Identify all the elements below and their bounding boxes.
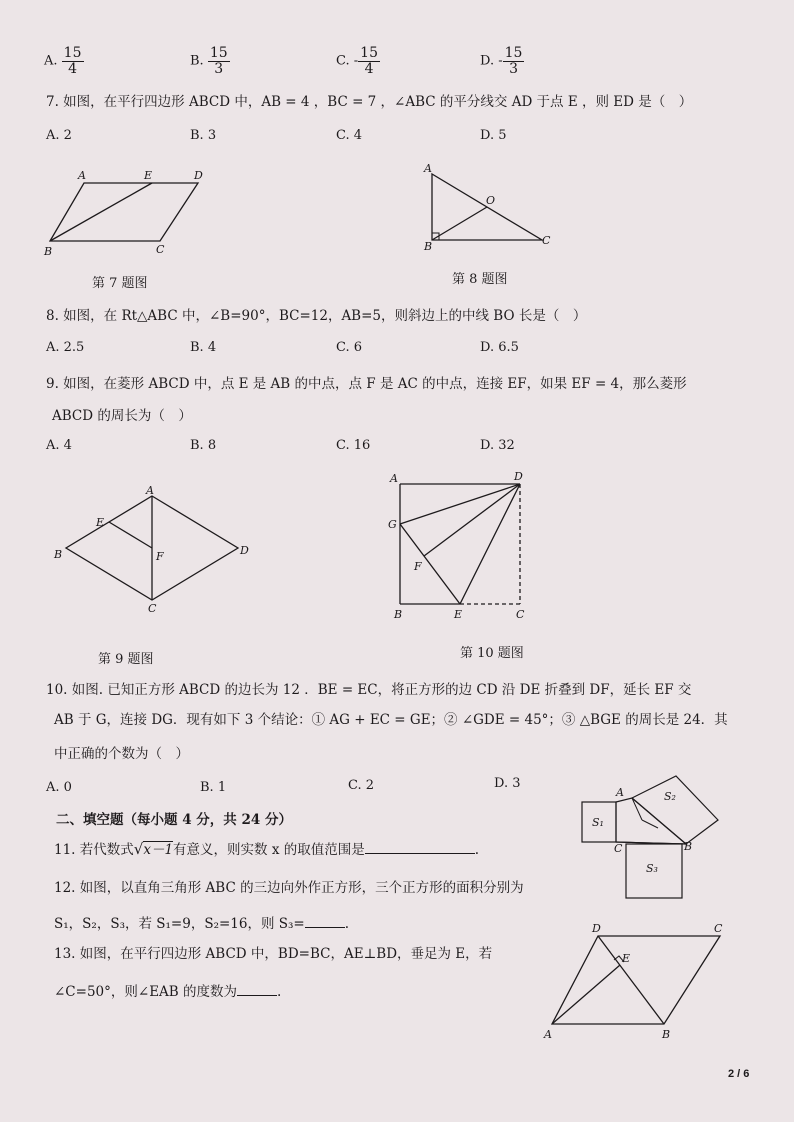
fig13-label-e: E	[622, 952, 631, 965]
q10-option-d: D. 3	[494, 776, 521, 791]
fig9-label-a: A	[146, 484, 154, 497]
fig13-label-b: B	[662, 1028, 671, 1041]
q9-option-b: B. 8	[190, 438, 217, 453]
q13-line1: 13. 如图，在平行四边形 ABCD 中，BD=BC，AE⊥BD，垂足为 E，若	[54, 946, 493, 962]
q10-line2: AB 于 G，连接 DG．现有如下 3 个结论：① AG + EC = GE；② ∠GDE = 45°；③ △BGE 的周长是 24．其	[54, 712, 728, 728]
q11-before: 11. 若代数式	[54, 842, 134, 858]
q9-option-c: C. 16	[336, 438, 371, 453]
figure-7-caption: 第 7 题图	[92, 276, 148, 291]
q7-option-b: B. 3	[190, 128, 217, 143]
fig10-label-d: D	[514, 470, 523, 483]
fig8-label-o: O	[486, 194, 496, 207]
fig13-label-d: D	[592, 922, 601, 935]
q10-line1: 10. 如图. 已知正方形 ABCD 的边长为 12 ．BE = EC，将正方形的边 CD 沿 DE 折叠到 DF，延长 EF 交	[46, 682, 692, 698]
figure-8-caption: 第 8 题图	[452, 272, 508, 287]
fig8-label-c: C	[542, 234, 551, 247]
q8-stem: 8. 如图，在 Rt△ABC 中，∠B=90°，BC=12，AB=5，则斜边上的中线 BO 长是（ ）	[46, 308, 587, 324]
fig9-label-c: C	[148, 602, 157, 615]
fig9-label-d: D	[240, 544, 249, 557]
figure-10	[386, 466, 536, 626]
page-number: 2 / 6	[728, 1068, 750, 1080]
q9-option-a: A. 4	[46, 438, 72, 453]
fig10-label-b: B	[394, 608, 403, 621]
fig10-label-e: E	[454, 608, 463, 621]
q7-option-c: C. 4	[336, 128, 363, 143]
figure-10-caption: 第 10 题图	[460, 646, 524, 661]
q8-option-a: A. 2.5	[46, 340, 85, 355]
figure-9	[50, 482, 260, 622]
q10-option-c: C. 2	[348, 778, 375, 793]
q12-line1: 12. 如图，以直角三角形 ABC 的三边向外作正方形，三个正方形的面积分别为	[54, 880, 524, 896]
fig8-label-b: B	[424, 240, 433, 253]
q8-option-d: D. 6.5	[480, 340, 519, 355]
fig12-label-s3: S₃	[646, 862, 658, 875]
fig7-label-c: C	[156, 243, 165, 256]
q10-line3: 中正确的个数为（ ）	[54, 746, 189, 762]
figure-9-caption: 第 9 题图	[98, 652, 154, 667]
q12-answer-blank[interactable]	[305, 927, 345, 928]
figure-12	[578, 772, 728, 902]
q6-option-c: C. - $\frac{15}{4}$	[336, 45, 378, 77]
q7-stem: 7. 如图，在平行四边形 ABCD 中，AB = 4 ，BC = 7 ，∠ABC 的平分线交 AD 于点 E ，则 ED 是（ ）	[46, 94, 693, 110]
q11-radicand: x－1	[143, 842, 174, 858]
fig7-label-a: A	[78, 169, 86, 182]
q11-after: 有意义，则实数 x 的取值范围是	[173, 842, 365, 858]
section-2-heading: 二、填空题（每小题 4 分，共 24 分）	[56, 812, 292, 828]
q10-option-b: B. 1	[200, 780, 227, 795]
fig7-label-d: D	[194, 169, 203, 182]
fig9-label-b: B	[54, 548, 63, 561]
q7-option-a: A. 2	[46, 128, 72, 143]
q10-option-a: A. 0	[46, 780, 72, 795]
q6-option-d: D. - $\frac{15}{3}$	[480, 45, 523, 77]
fig10-label-a: A	[390, 472, 398, 485]
q9-stem-line2: ABCD 的周长为（ ）	[52, 408, 192, 424]
q13-line2: ∠C=50°，则∠EAB 的度数为 .	[54, 984, 282, 1000]
fig10-label-f: F	[414, 560, 422, 573]
q9-stem-line1: 9. 如图，在菱形 ABCD 中，点 E 是 AB 的中点，点 F 是 AC 的中点，连接 EF，如果 EF = 4，那么菱形	[46, 376, 687, 392]
q6-option-b: B. $\frac{15}{3}$	[190, 45, 228, 77]
q13-answer-blank[interactable]	[237, 995, 277, 996]
q8-option-c: C. 6	[336, 340, 363, 355]
q12-line2: S₁，S₂，S₃，若 S₁=9，S₂=16，则 S₃= .	[54, 916, 350, 932]
figure-13	[540, 922, 740, 1044]
q11-answer-blank[interactable]	[365, 853, 475, 854]
fig7-label-b: B	[44, 245, 53, 258]
fig9-label-f: F	[156, 550, 164, 563]
fig12-label-b: B	[684, 840, 693, 853]
fig9-label-e: E	[96, 516, 105, 529]
q6-option-a: A. $\frac{15}{4}$	[44, 45, 82, 77]
fig12-label-c: C	[614, 842, 623, 855]
fig10-label-c: C	[516, 608, 525, 621]
fig12-label-s1: S₁	[592, 816, 604, 829]
fig12-label-a: A	[616, 786, 624, 799]
q7-option-d: D. 5	[480, 128, 507, 143]
fig10-label-g: G	[388, 518, 397, 531]
q9-option-d: D. 32	[480, 438, 515, 453]
figure-7	[40, 165, 220, 260]
q11: 11. 若代数式√x－1有意义，则实数 x 的取值范围是 .	[54, 840, 480, 858]
fig12-label-s2: S₂	[664, 790, 676, 803]
figure-8	[420, 160, 560, 260]
fig8-label-a: A	[424, 162, 432, 175]
fig7-label-e: E	[144, 169, 153, 182]
fig13-label-a: A	[544, 1028, 552, 1041]
q8-option-b: B. 4	[190, 340, 217, 355]
fig13-label-c: C	[714, 922, 723, 935]
